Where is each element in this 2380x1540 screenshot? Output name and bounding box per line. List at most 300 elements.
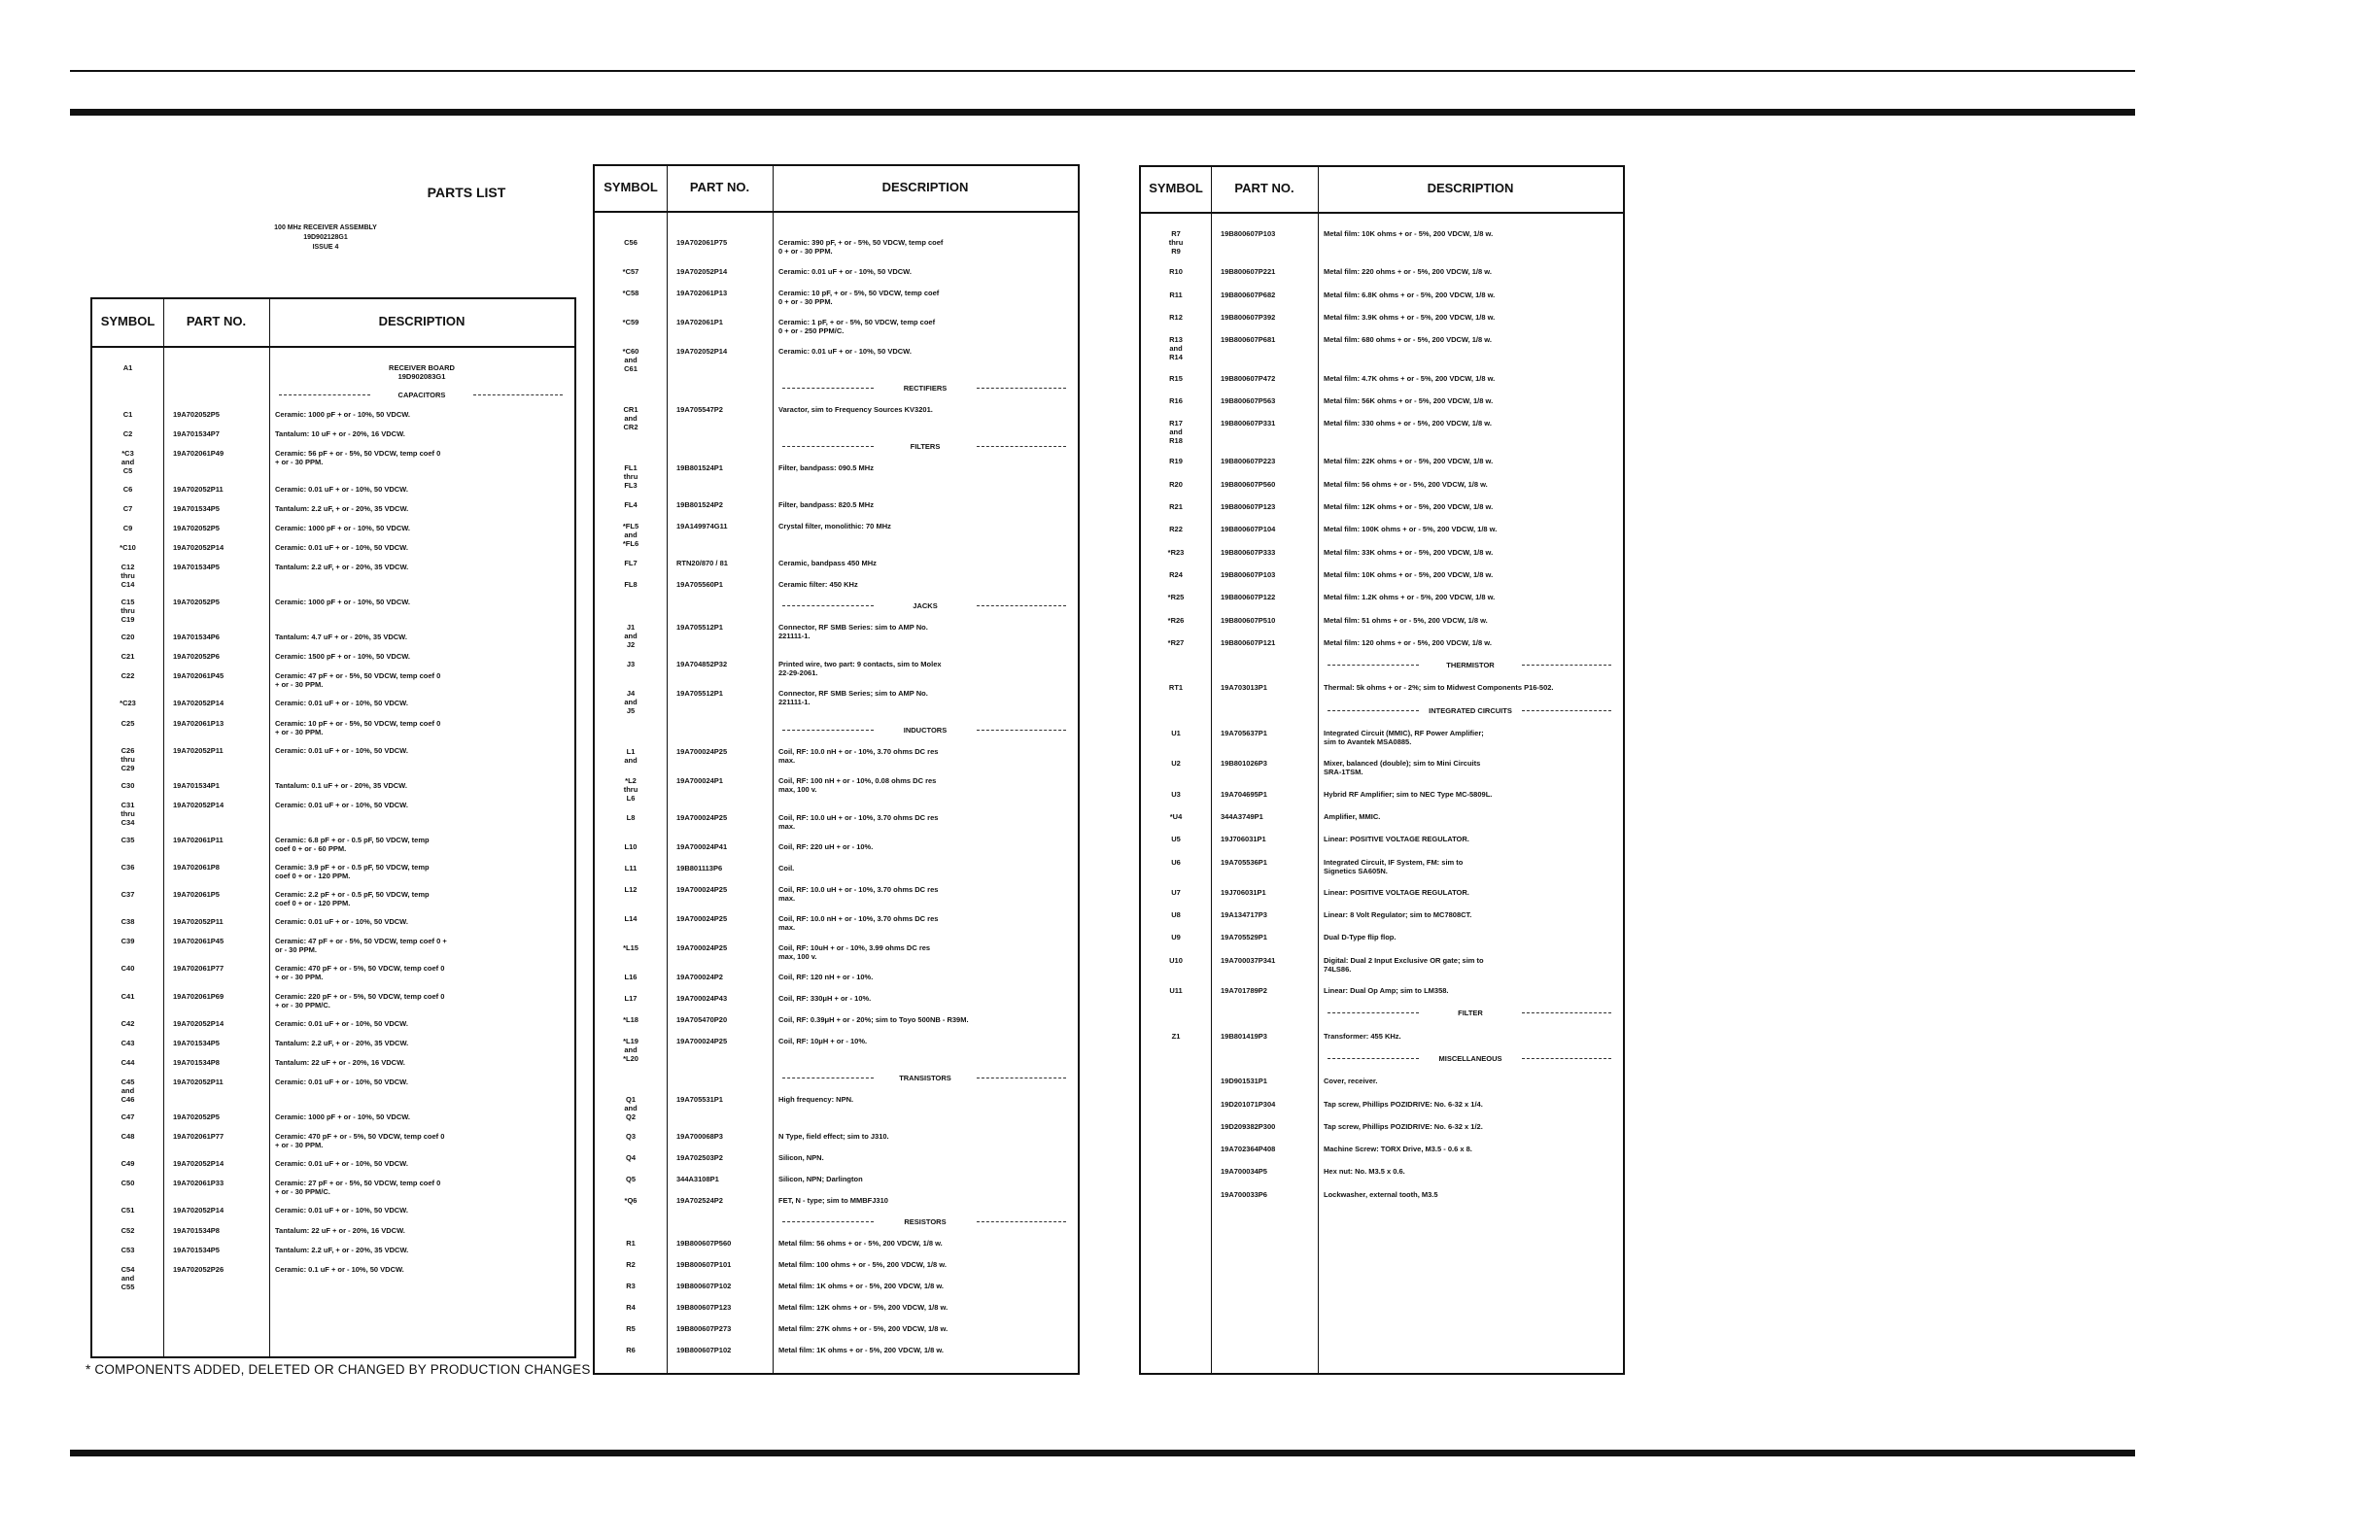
row-description: Metal film: 100K ohms + or - 5%, 200 VDCW, 1/8 w.: [1324, 525, 1498, 534]
row-symbol: *Q6: [624, 1196, 638, 1205]
row-part-number: 19B800607P333: [1221, 547, 1276, 557]
row-description: Ceramic: 2.2 pF + or - 0.5 pF, 50 VDCW, temp coef 0 + or - 120 PPM.: [275, 890, 430, 908]
row-description: Ceramic: 0.01 uF + or - 10%, 50 VDCW.: [275, 699, 408, 708]
row-symbol: C25: [121, 718, 135, 728]
dashed-rule: [977, 730, 1066, 731]
row-description: Linear: 8 Volt Regulator; sim to MC7808CT.: [1324, 910, 1472, 920]
row-part-number: 19A702052P11: [173, 917, 224, 927]
row-part-number: 19A701534P5: [173, 1038, 220, 1047]
row-part-number: 19D901531P1: [1221, 1077, 1267, 1086]
row-part-number: 19A702061P13: [173, 718, 224, 728]
dashed-rule: [782, 446, 874, 447]
column-divider: [163, 299, 164, 1356]
row-symbol: C48: [121, 1132, 135, 1142]
section-label: TRANSISTORS: [899, 1074, 951, 1082]
row-symbol: R15: [1169, 373, 1183, 383]
column-divider: [667, 166, 668, 1373]
row-symbol: C22: [121, 671, 135, 681]
dashed-rule: [1522, 710, 1611, 711]
row-description: Tantalum: 10 uF + or - 20%, 16 VDCW.: [275, 429, 405, 439]
row-part-number: 19A700024P25: [676, 885, 728, 894]
row-description: Varactor, sim to Frequency Sources KV3201.: [778, 405, 933, 414]
row-description: Metal film: 100 ohms + or - 5%, 200 VDCW, 1/8 w.: [778, 1260, 947, 1269]
row-symbol: L8: [626, 813, 636, 822]
row-description: Lockwasher, external tooth, M3.5: [1324, 1189, 1438, 1199]
row-part-number: 19A702052P11: [173, 745, 224, 755]
row-description: Amplifier, MMIC.: [1324, 811, 1381, 821]
row-symbol: CR1 and CR2: [623, 405, 638, 431]
row-symbol: R6: [626, 1346, 636, 1354]
row-description: Silicon, NPN.: [778, 1153, 824, 1162]
row-description: Linear: POSITIVE VOLTAGE REGULATOR.: [1324, 835, 1469, 844]
row-symbol: C6: [122, 484, 133, 494]
row-symbol: U7: [1171, 887, 1181, 897]
row-description: Metal film: 3.9K ohms + or - 5%, 200 VDCW, 1/8 w.: [1324, 312, 1496, 322]
row-symbol: *R23: [1167, 547, 1185, 557]
row-part-number: 19B800607P331: [1221, 419, 1276, 428]
section-label: THERMISTOR: [1446, 661, 1495, 670]
row-part-number: 19A701534P7: [173, 429, 220, 439]
row-part-number: 19A702052P14: [173, 800, 224, 809]
row-description: Silicon, NPN; Darlington: [778, 1175, 863, 1183]
row-part-number: 19B800607P563: [1221, 395, 1276, 405]
row-part-number: 19A702364P408: [1221, 1145, 1276, 1154]
row-part-number: 19B800607P681: [1221, 335, 1276, 345]
row-symbol: R1: [626, 1239, 636, 1248]
row-symbol: C56: [624, 238, 638, 247]
row-symbol: R11: [1169, 290, 1183, 299]
section-label: MISCELLANEOUS: [1438, 1053, 1502, 1063]
assembly-name: 100 MHz RECEIVER ASSEMBLY: [274, 224, 377, 231]
row-part-number: 19A702061P5: [173, 890, 220, 900]
row-part-number: 19A702061P69: [173, 991, 224, 1001]
row-description: Ceramic: 220 pF + or - 5%, 50 VDCW, temp coef 0 + or - 30 PPM/C.: [275, 991, 445, 1010]
row-description: Coil, RF: 10μH + or - 10%.: [778, 1037, 868, 1045]
section-label: INTEGRATED CIRCUITS: [1429, 705, 1512, 715]
row-part-number: 19A702061P45: [173, 937, 224, 946]
row-description: Ceramic: 1 pF, + or - 5%, 50 VDCW, temp coef 0 + or - 250 PPM/C.: [778, 318, 936, 335]
row-description: Ceramic: 3.9 pF + or - 0.5 pF, 50 VDCW, temp coef 0 + or - 120 PPM.: [275, 863, 430, 880]
row-description: Ceramic: 0.01 uF + or - 10%, 50 VDCW.: [275, 745, 408, 755]
row-part-number: 19D201071P304: [1221, 1099, 1276, 1109]
section-heading: [92, 391, 574, 400]
dashed-rule: [782, 1221, 874, 1222]
dashed-rule: [1522, 665, 1611, 666]
row-symbol: C43: [121, 1038, 135, 1047]
row-description: Mixer, balanced (double); sim to Mini Circuits SRA-1TSM.: [1324, 759, 1481, 777]
row-description: Ceramic: 1500 pF + or - 10%, 50 VDCW.: [275, 652, 411, 662]
row-symbol: R7 thru R9: [1168, 229, 1184, 256]
row-part-number: 19A702061P77: [173, 964, 224, 974]
row-part-number: 19B800607P101: [676, 1260, 732, 1269]
row-part-number: 19A702524P2: [676, 1196, 723, 1205]
row-symbol: C2: [122, 429, 133, 439]
row-symbol: L14: [624, 914, 638, 923]
row-symbol: C26 thru C29: [121, 745, 135, 772]
row-description: Coil, RF: 10.0 nH + or - 10%, 3.70 ohms DC res max.: [778, 914, 939, 932]
row-description: Ceramic, bandpass 450 MHz: [778, 559, 877, 567]
footnote: * COMPONENTS ADDED, DELETED OR CHANGED BY PRODUCTION CHANGES: [86, 1362, 591, 1377]
row-part-number: 344A3749P1: [1221, 811, 1263, 821]
dashed-rule: [782, 605, 874, 606]
row-symbol: C1: [122, 410, 133, 420]
row-description: Ceramic: 1000 pF + or - 10%, 50 VDCW.: [275, 598, 411, 606]
column-divider: [1211, 167, 1212, 1373]
row-description: Ceramic: 56 pF + or - 5%, 50 VDCW, temp coef 0 + or - 30 PPM.: [275, 449, 441, 467]
row-symbol: *C57: [622, 267, 639, 276]
row-description: Coil, RF: 10.0 uH + or - 10%, 3.70 ohms DC res max.: [778, 813, 939, 831]
row-symbol: *U4: [1169, 811, 1183, 821]
row-description: Metal film: 10K ohms + or - 5%, 200 VDCW, 1/8 w.: [1324, 229, 1494, 238]
row-part-number: 19B800607P560: [1221, 479, 1276, 489]
row-symbol: U10: [1169, 955, 1183, 965]
row-symbol: *L18: [623, 1015, 638, 1024]
row-symbol: L17: [624, 994, 638, 1003]
row-part-number: 19B800607P560: [676, 1239, 732, 1248]
row-description: Metal film: 4.7K ohms + or - 5%, 200 VDCW, 1/8 w.: [1324, 373, 1496, 383]
row-description: Metal film: 51 ohms + or - 5%, 200 VDCW, 1/8 w.: [1324, 615, 1488, 625]
row-symbol: *R26: [1167, 615, 1185, 625]
row-symbol: L11: [624, 864, 638, 873]
dashed-rule: [782, 730, 874, 731]
row-symbol: R4: [626, 1303, 636, 1312]
row-symbol: C51: [121, 1206, 135, 1215]
row-description: Coil, RF: 330μH + or - 10%.: [778, 994, 872, 1003]
row-part-number: 19B801524P2: [676, 500, 723, 509]
dashed-rule: [1328, 665, 1419, 666]
row-description: Ceramic: 0.01 uF + or - 10%, 50 VDCW.: [275, 1206, 408, 1215]
dashed-rule: [1328, 1058, 1419, 1059]
row-description: Metal film: 330 ohms + or - 5%, 200 VDCW, 1/8 w.: [1324, 419, 1492, 428]
section-label: FILTERS: [910, 442, 941, 451]
row-part-number: 19A702052P14: [173, 699, 224, 708]
row-description: Ceramic: 0.01 uF + or - 10%, 50 VDCW.: [778, 347, 912, 356]
row-part-number: 19A700024P43: [676, 994, 728, 1003]
description-header: DESCRIPTION: [1427, 181, 1514, 195]
row-description: N Type, field effect; sim to J310.: [778, 1132, 889, 1141]
row-symbol: FL7: [624, 559, 638, 567]
row-symbol: R3: [626, 1282, 636, 1290]
row-part-number: 19A701534P5: [173, 503, 220, 513]
row-symbol: FL8: [624, 580, 638, 589]
row-part-number: 19B800607P104: [1221, 525, 1276, 534]
row-description: Coil, RF: 120 nH + or - 10%.: [778, 973, 874, 981]
row-part-number: 19B800607P510: [1221, 615, 1276, 625]
section-heading: [595, 384, 1078, 394]
row-description: Hex nut: No. M3.5 x 0.6.: [1324, 1167, 1405, 1177]
row-part-number: 19A702052P6: [173, 652, 220, 662]
row-description: Ceramic: 1000 pF + or - 10%, 50 VDCW.: [275, 523, 411, 532]
row-description: Tantalum: 22 uF + or - 20%, 16 VDCW.: [275, 1225, 405, 1235]
row-description: Ceramic: 10 pF + or - 5%, 50 VDCW, temp coef 0 + or - 30 PPM.: [275, 718, 441, 736]
row-description: Tantalum: 2.2 uF, + or - 20%, 35 VDCW.: [275, 1245, 409, 1254]
row-part-number: 19A701534P5: [173, 562, 220, 571]
section-label: INDUCTORS: [903, 726, 948, 735]
row-description: Tantalum: 2.2 uF, + or - 20%, 35 VDCW.: [275, 503, 409, 513]
row-description: Metal film: 1K ohms + or - 5%, 200 VDCW, 1/8 w.: [778, 1346, 944, 1354]
row-part-number: 19B800607P103: [1221, 229, 1276, 238]
row-symbol: R21: [1169, 502, 1183, 511]
row-part-number: 19A705512P1: [676, 623, 723, 632]
row-symbol: J3: [626, 660, 636, 668]
row-part-number: 19A702061P8: [173, 863, 220, 872]
row-part-number: 19A702052P5: [173, 523, 220, 532]
symbol-header: SYMBOL: [604, 180, 658, 194]
row-part-number: 19A702061P13: [676, 289, 728, 297]
row-part-number: 19A702052P26: [173, 1264, 224, 1274]
row-symbol: *FL5 and *FL6: [622, 522, 639, 548]
dashed-rule: [977, 388, 1066, 389]
row-description: High frequency: NPN.: [778, 1095, 854, 1104]
row-description: Metal film: 12K ohms + or - 5%, 200 VDCW, 1/8 w.: [778, 1303, 949, 1312]
dashed-rule: [1522, 1058, 1611, 1059]
row-part-number: 19B800607P102: [676, 1346, 732, 1354]
part-no-header: PART NO.: [689, 180, 750, 194]
row-part-number: RTN20/870 / 81: [676, 559, 728, 567]
row-description: Ceramic: 1000 pF + or - 10%, 50 VDCW.: [275, 1112, 411, 1121]
row-symbol: *R25: [1167, 593, 1185, 602]
row-part-number: 19A700024P25: [676, 1037, 728, 1045]
row-part-number: 19A702061P45: [173, 671, 224, 681]
row-part-number: 19A700024P25: [676, 813, 728, 822]
row-part-number: 19A702052P14: [676, 267, 728, 276]
row-part-number: 19B800607P123: [1221, 502, 1276, 511]
bottom-rule: [70, 1450, 2135, 1456]
row-description: Cover, receiver.: [1324, 1077, 1378, 1086]
row-part-number: 19A700037P341: [1221, 955, 1276, 965]
row-description: Linear: Dual Op Amp; sim to LM358.: [1324, 986, 1449, 995]
dashed-rule: [279, 394, 370, 395]
row-part-number: 19B801113P6: [676, 864, 723, 873]
row-symbol: C40: [121, 964, 135, 974]
row-symbol: U9: [1171, 933, 1181, 942]
top-rule-thin: [70, 70, 2135, 72]
row-part-number: 19B801419P3: [1221, 1031, 1267, 1041]
row-part-number: 19A700033P6: [1221, 1189, 1267, 1199]
row-symbol: Q1 and Q2: [624, 1095, 638, 1121]
row-symbol: R2: [626, 1260, 636, 1269]
section-label: FILTER: [1458, 1009, 1483, 1018]
row-symbol: A1: [122, 363, 133, 372]
row-symbol: *C59: [622, 318, 639, 326]
section-label: JACKS: [913, 601, 938, 610]
section-label: RESISTORS: [904, 1217, 947, 1226]
row-symbol: C36: [121, 863, 135, 872]
row-part-number: 19J706031P1: [1221, 887, 1266, 897]
row-symbol: C20: [121, 633, 135, 642]
section-heading: [595, 726, 1078, 736]
row-description: Transformer: 455 KHz.: [1324, 1031, 1401, 1041]
row-symbol: C30: [121, 780, 135, 790]
row-part-number: 19B800607P472: [1221, 373, 1276, 383]
row-symbol: C54 and C55: [121, 1264, 135, 1291]
row-part-number: 19A700024P25: [676, 914, 728, 923]
row-description: Thermal: 5k ohms + or - 2%; sim to Midwest Components P16-502.: [1324, 683, 1554, 693]
row-description: Printed wire, two part: 9 contacts, sim to Molex 22-29-2061.: [778, 660, 942, 677]
row-description: Ceramic: 0.1 uF + or - 10%, 50 VDCW.: [275, 1264, 404, 1274]
row-part-number: 19A702052P14: [173, 1159, 224, 1169]
row-symbol: U8: [1171, 910, 1181, 920]
row-part-number: 19A702052P14: [173, 1018, 224, 1028]
row-symbol: Z1: [1171, 1031, 1181, 1041]
row-symbol: *C10: [120, 542, 136, 552]
row-description: Tap screw, Phillips POZIDRIVE: No. 6-32 x 1/2.: [1324, 1121, 1483, 1131]
row-symbol: C9: [122, 523, 133, 532]
row-part-number: 19B801026P3: [1221, 759, 1267, 769]
dashed-rule: [977, 1221, 1066, 1222]
row-description: Ceramic: 6.8 pF + or - 0.5 pF, 50 VDCW, temp coef 0 + or - 60 PPM.: [275, 835, 430, 853]
row-symbol: R22: [1169, 525, 1183, 534]
row-description: Tantalum: 22 uF + or - 20%, 16 VDCW.: [275, 1057, 405, 1067]
row-description: Metal film: 22K ohms + or - 5%, 200 VDCW, 1/8 w.: [1324, 457, 1494, 466]
row-description: Ceramic: 47 pF + or - 5%, 50 VDCW, temp coef 0 + or - 30 PPM.: [275, 937, 447, 955]
row-symbol: C15 thru C19: [121, 598, 135, 624]
row-description: Ceramic: 0.01 uF + or - 10%, 50 VDCW.: [275, 917, 408, 927]
row-part-number: 19A701789P2: [1221, 986, 1267, 995]
row-symbol: FL4: [624, 500, 638, 509]
row-part-number: 19A702061P49: [173, 449, 224, 459]
row-symbol: Q5: [625, 1175, 636, 1183]
row-part-number: 19A702052P5: [173, 410, 220, 420]
row-symbol: R5: [626, 1324, 636, 1333]
row-symbol: U1: [1171, 729, 1181, 737]
row-symbol: J4 and J5: [624, 689, 638, 715]
row-description: Metal film: 1K ohms + or - 5%, 200 VDCW, 1/8 w.: [778, 1282, 944, 1290]
row-description: Ceramic: 0.01 uF + or - 10%, 50 VDCW.: [275, 1018, 408, 1028]
part-no-header: PART NO.: [186, 314, 247, 328]
dashed-rule: [1328, 1012, 1419, 1013]
row-part-number: 19B800607P392: [1221, 312, 1276, 322]
row-part-number: 19A704852P32: [676, 660, 728, 668]
row-description: Coil, RF: 10uH + or - 10%, 3.99 ohms DC res max, 100 v.: [778, 943, 931, 961]
row-description: Coil, RF: 220 uH + or - 10%.: [778, 842, 874, 851]
row-symbol: C42: [121, 1018, 135, 1028]
assembly-number: 19D902128G1: [303, 234, 348, 241]
row-description: Tap screw, Phillips POZIDRIVE: No. 6-32 x 1/4.: [1324, 1099, 1483, 1109]
row-symbol: L10: [624, 842, 638, 851]
row-symbol: R17 and R18: [1169, 419, 1183, 446]
row-part-number: 19A702061P75: [676, 238, 728, 247]
row-description: Metal film: 680 ohms + or - 5%, 200 VDCW, 1/8 w.: [1324, 335, 1492, 345]
row-part-number: 19A702052P14: [676, 347, 728, 356]
row-part-number: 19A700034P5: [1221, 1167, 1267, 1177]
row-symbol: RT1: [1168, 683, 1184, 693]
row-symbol: U5: [1171, 835, 1181, 844]
row-part-number: 19A702061P33: [173, 1179, 224, 1188]
row-symbol: C39: [121, 937, 135, 946]
row-description: Metal film: 56K ohms + or - 5%, 200 VDCW, 1/8 w.: [1324, 395, 1494, 405]
row-part-number: 19A701534P1: [173, 780, 220, 790]
symbol-header: SYMBOL: [1149, 181, 1203, 195]
row-part-number: 19A705531P1: [676, 1095, 723, 1104]
dashed-rule: [782, 388, 874, 389]
row-description: Tantalum: 2.2 uF, + or - 20%, 35 VDCW.: [275, 1038, 409, 1047]
row-symbol: C37: [121, 890, 135, 900]
row-description: Ceramic: 0.01 uF + or - 10%, 50 VDCW.: [275, 542, 408, 552]
column-divider: [269, 299, 270, 1356]
row-description: RECEIVER BOARD 19D902083G1: [389, 363, 455, 381]
row-part-number: 19B800607P121: [1221, 637, 1276, 647]
row-part-number: 19A702052P11: [173, 1077, 224, 1086]
row-symbol: C12 thru C14: [121, 562, 135, 589]
row-symbol: R13 and R14: [1169, 335, 1183, 362]
row-symbol: Q4: [625, 1153, 636, 1162]
row-part-number: 19A134717P3: [1221, 910, 1267, 920]
row-symbol: R12: [1169, 312, 1183, 322]
section-heading: [595, 601, 1078, 611]
row-part-number: 19A702052P5: [173, 598, 220, 606]
row-description: Metal film: 56 ohms + or - 5%, 200 VDCW, 1/8 w.: [778, 1239, 943, 1248]
row-symbol: U2: [1171, 759, 1181, 769]
row-symbol: C7: [122, 503, 133, 513]
row-symbol: C41: [121, 991, 135, 1001]
row-description: Ceramic: 1000 pF + or - 10%, 50 VDCW.: [275, 410, 411, 420]
row-symbol: C44: [121, 1057, 135, 1067]
row-part-number: 19A701534P8: [173, 1057, 220, 1067]
row-description: Ceramic: 10 pF, + or - 5%, 50 VDCW, temp coef 0 + or - 30 PPM.: [778, 289, 940, 306]
row-symbol: FL1 thru FL3: [623, 463, 638, 490]
row-symbol: C21: [121, 652, 135, 662]
header-divider: [595, 211, 1078, 213]
row-description: Metal film: 12K ohms + or - 5%, 200 VDCW, 1/8 w.: [1324, 502, 1494, 511]
row-description: Crystal filter, monolithic: 70 MHz: [778, 522, 891, 530]
row-description: Coil, RF: 100 nH + or - 10%, 0.08 ohms DC res max, 100 v.: [778, 776, 937, 794]
row-description: Hybrid RF Amplifier; sim to NEC Type MC-5809L.: [1324, 789, 1493, 799]
row-symbol: *L19 and *L20: [623, 1037, 638, 1063]
row-part-number: 19A700024P25: [676, 943, 728, 952]
row-symbol: C35: [121, 835, 135, 844]
dashed-rule: [1522, 1012, 1611, 1013]
row-part-number: 19A701534P5: [173, 1245, 220, 1254]
row-description: Ceramic: 0.01 uF + or - 10%, 50 VDCW.: [275, 484, 408, 494]
row-symbol: C53: [121, 1245, 135, 1254]
row-description: Ceramic: 390 pF, + or - 5%, 50 VDCW, temp coef 0 + or - 30 PPM.: [778, 238, 944, 256]
row-symbol: R10: [1169, 267, 1183, 277]
section-heading: [1141, 661, 1623, 670]
row-description: Connector, RF SMB Series; sim to AMP No. 221111-1.: [778, 689, 928, 706]
row-description: Tantalum: 0.1 uF + or - 20%, 35 VDCW.: [275, 780, 407, 790]
row-symbol: R20: [1169, 479, 1183, 489]
row-description: Metal film: 220 ohms + or - 5%, 200 VDCW, 1/8 w.: [1324, 267, 1492, 277]
section-heading: [595, 1217, 1078, 1227]
row-part-number: 19A701534P8: [173, 1225, 220, 1235]
row-symbol: *C23: [120, 699, 136, 708]
row-description: Metal film: 56 ohms + or - 5%, 200 VDCW, 1/8 w.: [1324, 479, 1488, 489]
row-symbol: L16: [624, 973, 638, 981]
row-symbol: U6: [1171, 857, 1181, 867]
row-part-number: 19B800607P103: [1221, 569, 1276, 579]
column-divider: [1318, 167, 1319, 1373]
dashed-rule: [473, 394, 563, 395]
row-description: Metal film: 1.2K ohms + or - 5%, 200 VDCW, 1/8 w.: [1324, 593, 1496, 602]
row-symbol: R19: [1169, 457, 1183, 466]
section-heading: [1141, 1054, 1623, 1064]
row-symbol: C31 thru C34: [121, 800, 135, 827]
row-part-number: 19A702052P14: [173, 1206, 224, 1215]
assembly-issue: ISSUE 4: [312, 244, 339, 251]
row-symbol: *C58: [622, 289, 639, 297]
row-part-number: 19A705536P1: [1221, 857, 1267, 867]
row-description: Ceramic filter: 450 KHz: [778, 580, 858, 589]
symbol-header: SYMBOL: [100, 314, 155, 328]
row-description: Integrated Circuit (MMIC), RF Power Amplifier; sim to Avantek MSA0885.: [1324, 729, 1484, 746]
row-symbol: L12: [624, 885, 638, 894]
row-symbol: C45 and C46: [121, 1077, 135, 1104]
row-symbol: U11: [1169, 986, 1183, 995]
row-part-number: 19A700024P2: [676, 973, 723, 981]
row-part-number: 19A700024P41: [676, 842, 728, 851]
dashed-rule: [977, 446, 1066, 447]
